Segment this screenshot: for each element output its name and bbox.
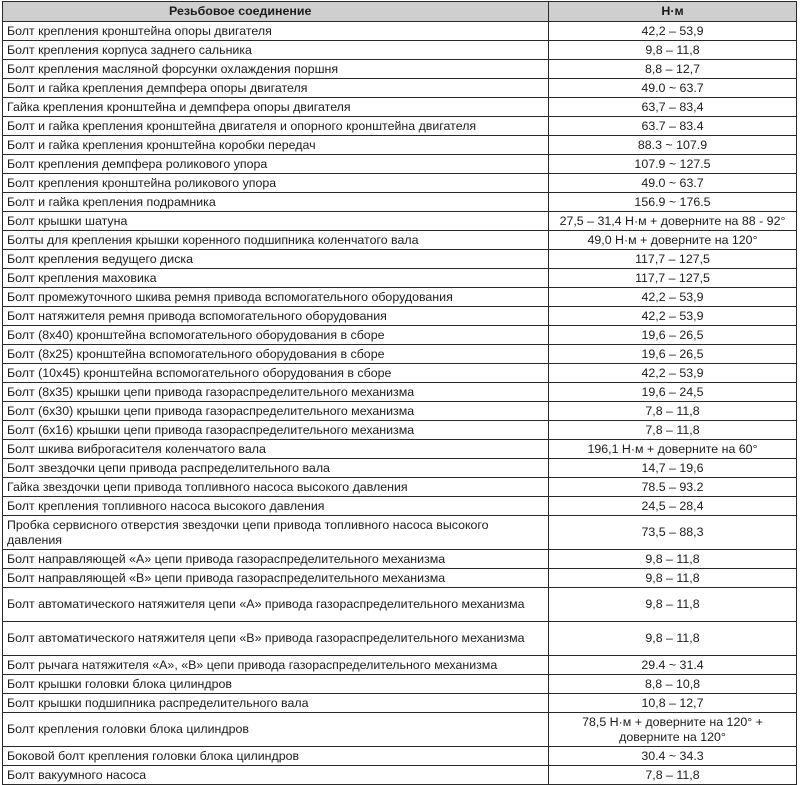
torque-cell: 196,1 Н·м + доверните на 60° <box>549 440 797 459</box>
connection-cell: Болт промежуточного шкива ремня привода вспомогательного оборудования <box>3 288 549 307</box>
torque-cell: 10,8 – 12,7 <box>549 694 797 713</box>
connection-cell: Болт крепления топливного насоса высокого давления <box>3 497 549 516</box>
table-row <box>3 155 797 174</box>
header-threaded-connection: Резьбовое соединение <box>3 2 549 22</box>
connection-cell: Боковой болт крепления головки блока цилиндров <box>3 747 549 766</box>
torque-cell: 7,8 – 11,8 <box>549 402 797 421</box>
torque-cell: 27,5 – 31,4 Н·м + доверните на 88 - 92° <box>549 212 797 231</box>
torque-cell: 7,8 – 11,8 <box>549 766 797 785</box>
table-row <box>3 117 797 136</box>
connection-cell: Болт крепления корпуса заднего сальника <box>3 41 549 60</box>
table-row <box>3 459 797 478</box>
connection-cell: Гайка крепления кронштейна и демпфера опоры двигателя <box>3 98 549 117</box>
connection-cell: Болт крепления демпфера роликового упора <box>3 155 549 174</box>
torque-cell: 107.9 ~ 127.5 <box>549 155 797 174</box>
table-row <box>3 516 797 550</box>
table-row <box>3 497 797 516</box>
table-row <box>3 307 797 326</box>
table-row <box>3 212 797 231</box>
torque-cell: 78,5 Н·м + доверните на 120° + доверните на 120° <box>549 713 797 747</box>
table-row <box>3 440 797 459</box>
table-row <box>3 22 797 41</box>
torque-cell: 73,5 – 88,3 <box>549 516 797 550</box>
torque-cell: 19,6 – 26,5 <box>549 345 797 364</box>
torque-cell: 30.4 ~ 34.3 <box>549 747 797 766</box>
connection-cell: Болт крепления головки блока цилиндров <box>3 713 549 747</box>
torque-cell: 8,8 – 12,7 <box>549 60 797 79</box>
torque-cell: 49,0 Н·м + доверните на 120° <box>549 231 797 250</box>
connection-cell: Болт и гайка крепления кронштейна двигателя и опорного кронштейна двигателя <box>3 117 549 136</box>
connection-cell: Болт (8х35) крышки цепи привода газораспределительного механизма <box>3 383 549 402</box>
table-row <box>3 694 797 713</box>
torque-cell: 14,7 – 19,6 <box>549 459 797 478</box>
table-row <box>3 231 797 250</box>
table-row <box>3 766 797 785</box>
torque-cell: 42,2 – 53,9 <box>549 364 797 383</box>
connection-cell: Болт и гайка крепления кронштейна коробки передач <box>3 136 549 155</box>
torque-table <box>2 1 797 785</box>
table-row <box>3 269 797 288</box>
connection-cell: Болт звездочки цепи привода распределительного вала <box>3 459 549 478</box>
connection-cell: Болт (10х45) кронштейна вспомогательного оборудования в сборе <box>3 364 549 383</box>
table-row <box>3 98 797 117</box>
connection-cell: Болт крышки головки блока цилиндров <box>3 675 549 694</box>
torque-cell: 9,8 – 11,8 <box>549 41 797 60</box>
table-row <box>3 41 797 60</box>
table-row <box>3 402 797 421</box>
connection-cell: Болт автоматического натяжителя цепи «A» привода газораспределительного механизма <box>3 588 549 622</box>
table-row <box>3 656 797 675</box>
torque-cell: 42,2 – 53,9 <box>549 22 797 41</box>
torque-cell: 19,6 – 24,5 <box>549 383 797 402</box>
header-row <box>3 2 797 22</box>
torque-cell: 42,2 – 53,9 <box>549 307 797 326</box>
table-row <box>3 713 797 747</box>
torque-cell: 78.5 – 93.2 <box>549 478 797 497</box>
torque-cell: 156.9 ~ 176.5 <box>549 193 797 212</box>
connection-cell: Болт (6х30) крышки цепи привода газораспределительного механизма <box>3 402 549 421</box>
table-header <box>3 2 797 22</box>
torque-cell: 9,8 – 11,8 <box>549 550 797 569</box>
header-torque: Н·м <box>549 2 797 22</box>
torque-cell: 117,7 – 127,5 <box>549 250 797 269</box>
connection-cell: Болт крепления масляной форсунки охлаждения поршня <box>3 60 549 79</box>
connection-cell: Болт и гайка крепления демпфера опоры двигателя <box>3 79 549 98</box>
table-row <box>3 622 797 656</box>
torque-cell: 9,8 – 11,8 <box>549 569 797 588</box>
table-row <box>3 136 797 155</box>
connection-cell: Болт крепления ведущего диска <box>3 250 549 269</box>
connection-cell: Болт крепления кронштейна опоры двигателя <box>3 22 549 41</box>
connection-cell: Болт рычага натяжителя «A», «B» цепи привода газораспределительного механизма <box>3 656 549 675</box>
table-row <box>3 550 797 569</box>
connection-cell: Болт автоматического натяжителя цепи «B» привода газораспределительного механизма <box>3 622 549 656</box>
torque-cell: 8,8 – 10,8 <box>549 675 797 694</box>
table-row <box>3 79 797 98</box>
torque-cell: 19,6 – 26,5 <box>549 326 797 345</box>
torque-cell: 42,2 – 53,9 <box>549 288 797 307</box>
connection-cell: Болт направляющей «B» цепи привода газораспределительного механизма <box>3 569 549 588</box>
table-row <box>3 569 797 588</box>
table-row <box>3 588 797 622</box>
connection-cell: Пробка сервисного отверстия звездочки цепи привода топливного насоса высокого давления <box>3 516 549 550</box>
table-row <box>3 364 797 383</box>
torque-cell: 9,8 – 11,8 <box>549 588 797 622</box>
torque-cell: 63,7 – 83,4 <box>549 98 797 117</box>
table-row <box>3 174 797 193</box>
torque-cell: 117,7 – 127,5 <box>549 269 797 288</box>
torque-cell: 49.0 ~ 63.7 <box>549 174 797 193</box>
connection-cell: Гайка звездочки цепи привода топливного насоса высокого давления <box>3 478 549 497</box>
table-row <box>3 675 797 694</box>
connection-cell: Болт (8х40) кронштейна вспомогательного оборудования в сборе <box>3 326 549 345</box>
connection-cell: Болт крышки подшипника распределительного вала <box>3 694 549 713</box>
torque-cell: 7,8 – 11,8 <box>549 421 797 440</box>
connection-cell: Болт крепления кронштейна роликового упора <box>3 174 549 193</box>
table-body <box>3 22 797 785</box>
connection-cell: Болты для крепления крышки коренного подшипника коленчатого вала <box>3 231 549 250</box>
torque-cell: 24,5 – 28,4 <box>549 497 797 516</box>
connection-cell: Болт вакуумного насоса <box>3 766 549 785</box>
table-row <box>3 478 797 497</box>
table-row <box>3 383 797 402</box>
connection-cell: Болт натяжителя ремня привода вспомогательного оборудования <box>3 307 549 326</box>
connection-cell: Болт (8х25) кронштейна вспомогательного оборудования в сборе <box>3 345 549 364</box>
table-row <box>3 250 797 269</box>
connection-cell: Болт шкива виброгасителя коленчатого вала <box>3 440 549 459</box>
table-row <box>3 193 797 212</box>
torque-cell: 9,8 – 11,8 <box>549 622 797 656</box>
table-row <box>3 288 797 307</box>
table-row <box>3 345 797 364</box>
connection-cell: Болт крышки шатуна <box>3 212 549 231</box>
table-row <box>3 421 797 440</box>
connection-cell: Болт направляющей «A» цепи привода газораспределительного механизма <box>3 550 549 569</box>
torque-cell: 63.7 – 83.4 <box>549 117 797 136</box>
connection-cell: Болт крепления маховика <box>3 269 549 288</box>
torque-cell: 88.3 ~ 107.9 <box>549 136 797 155</box>
table-row <box>3 747 797 766</box>
table-row <box>3 326 797 345</box>
connection-cell: Болт (6х16) крышки цепи привода газораспределительного механизма <box>3 421 549 440</box>
table-row <box>3 60 797 79</box>
torque-cell: 49.0 ~ 63.7 <box>549 79 797 98</box>
torque-cell: 29.4 ~ 31.4 <box>549 656 797 675</box>
connection-cell: Болт и гайка крепления подрамника <box>3 193 549 212</box>
